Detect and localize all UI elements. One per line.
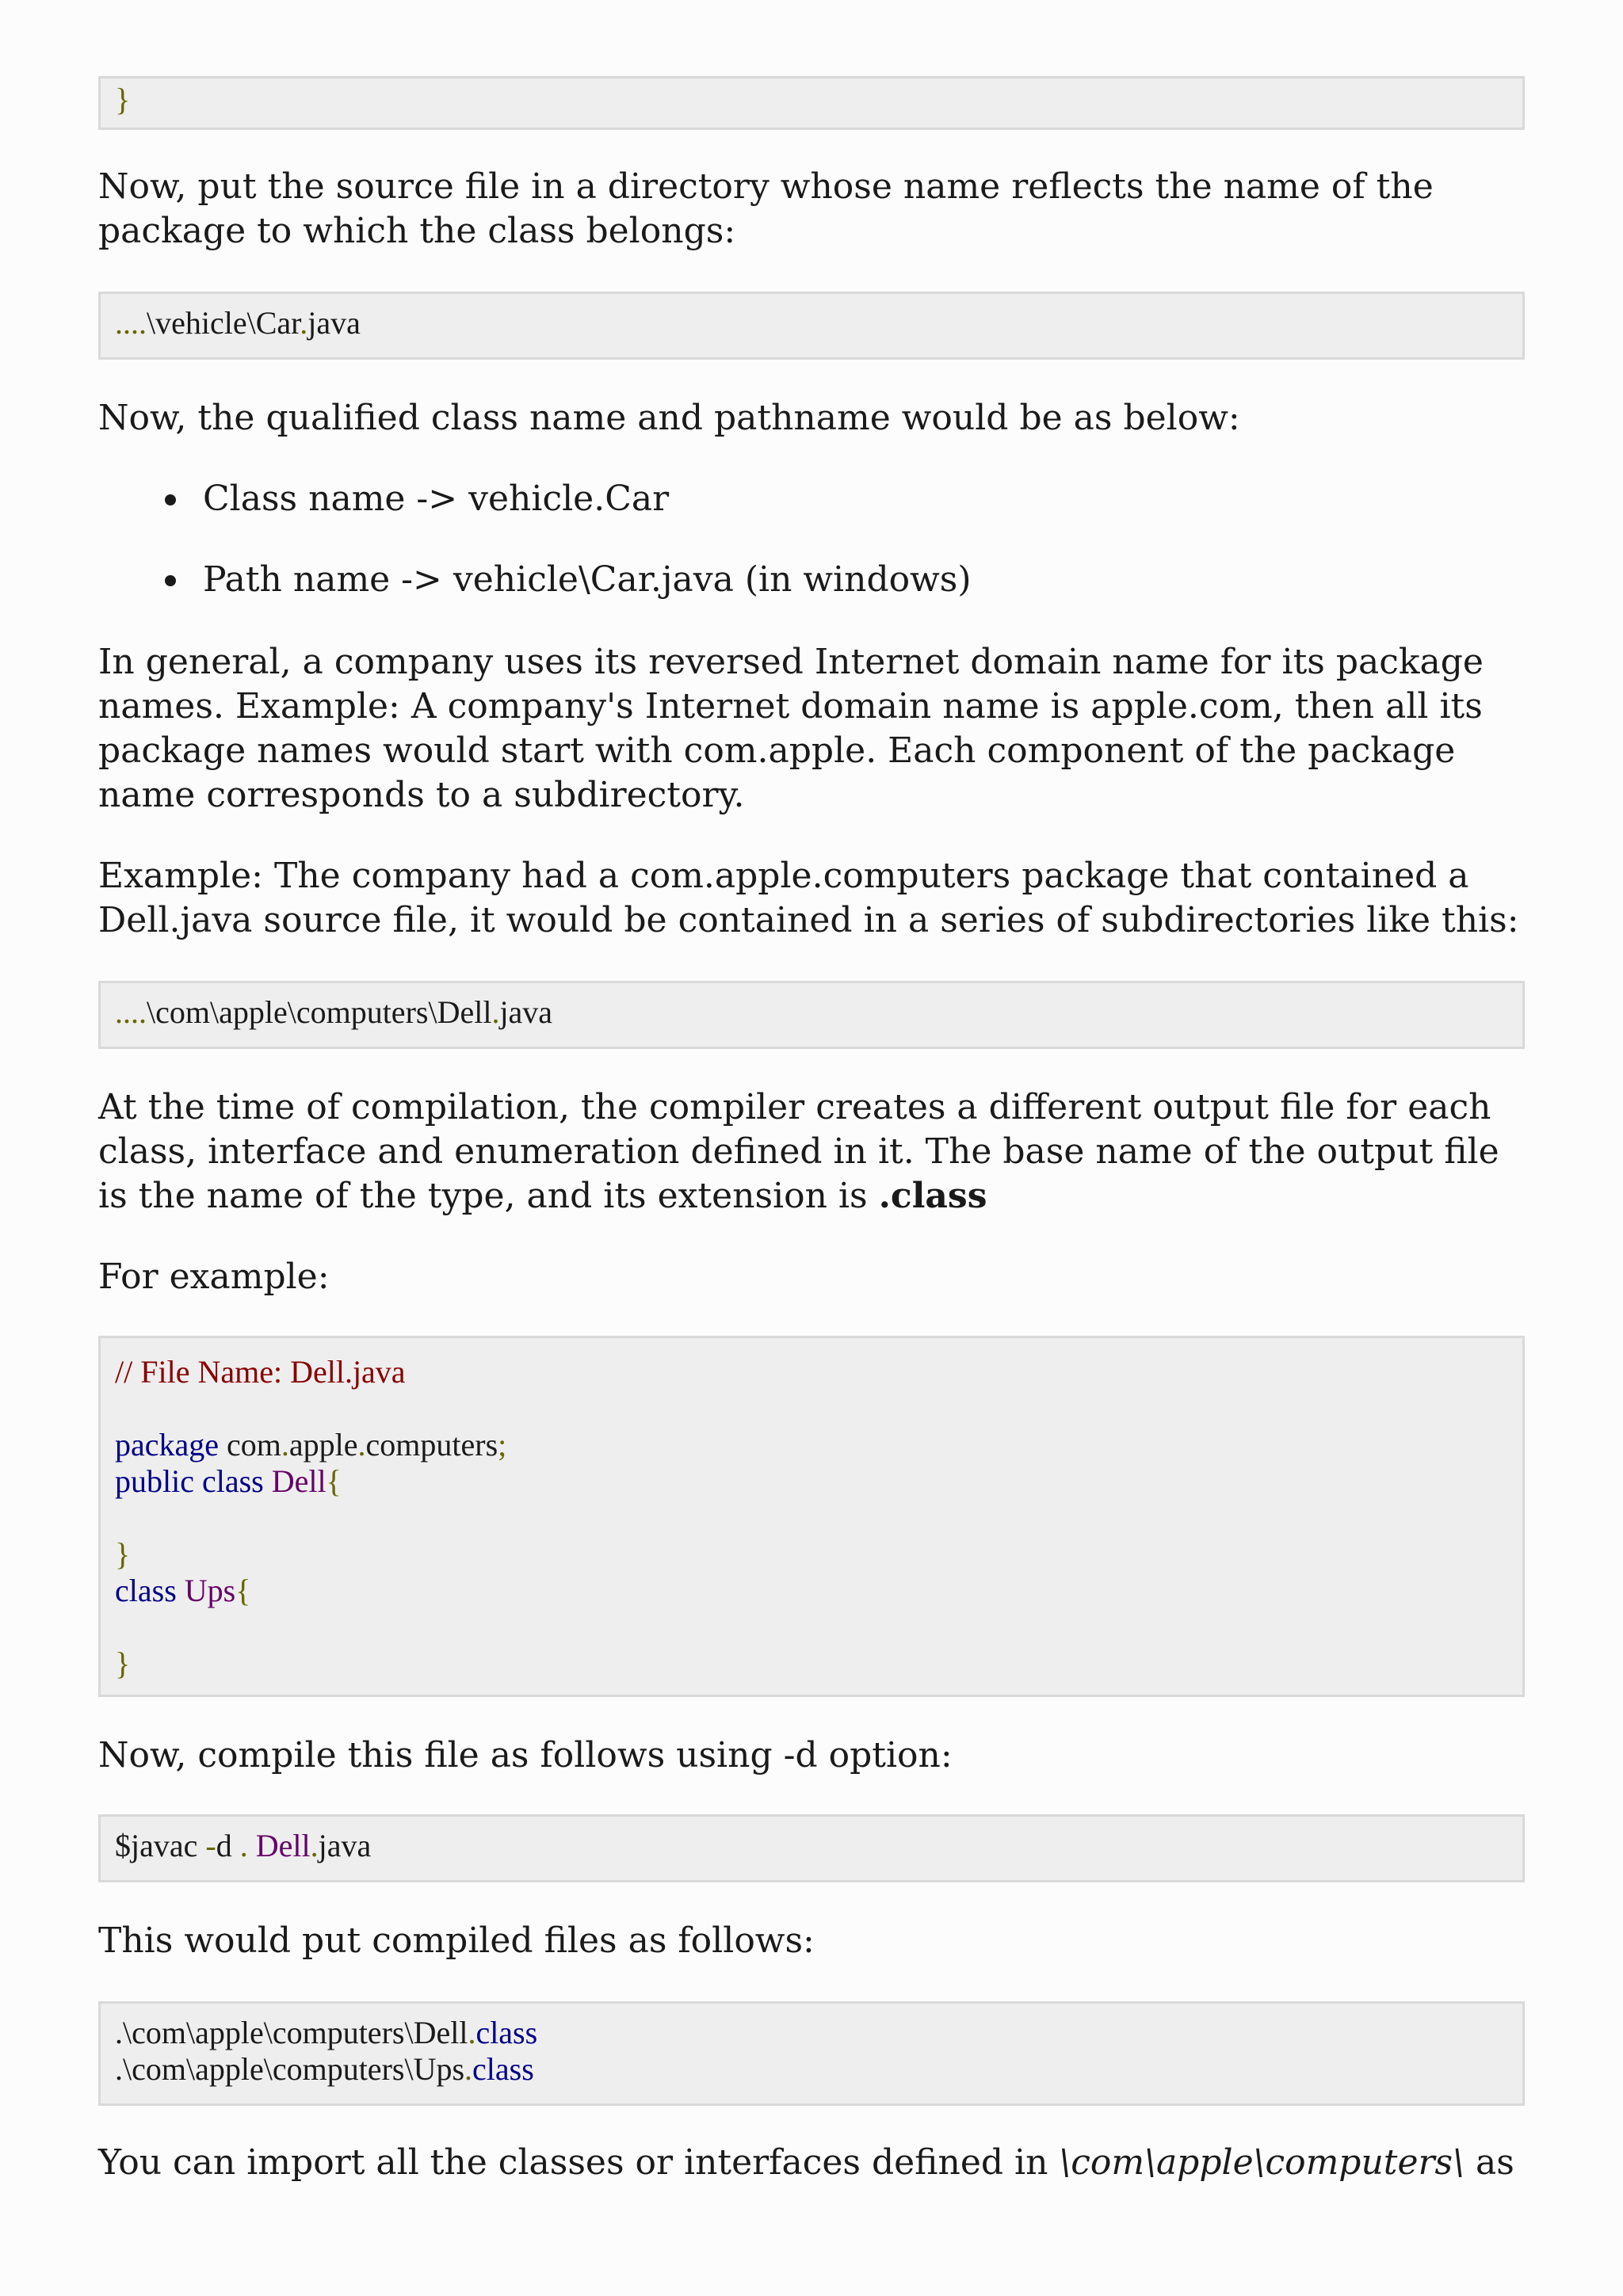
paragraph-source-directory: Now, put the source file in a directory whose name reflects the name of the package to which the class belongs: — [98, 166, 1434, 251]
code-type: Ups — [176, 1573, 236, 1608]
code-dot: . — [300, 305, 308, 341]
code-option: d — [216, 1828, 240, 1863]
paragraph-reversed-domain: In general, a company uses its reversed Internet domain name for its package names. Example: A company's Internet domain name is apple.com, then all its package names would start with com.apple. Each component of the package name corresponds to a subdirectory. — [98, 642, 1484, 815]
code-path: \vehicle\Car — [147, 305, 300, 341]
paragraph-compilation — [98, 1085, 1525, 1219]
paragraph-text: At the time of compilation, the compiler creates a different output file for each class, interface and enumeration defined in it. The base name of the output file is the name of the type, and its extension is — [98, 1087, 1499, 1216]
paragraph-compile-d-option: Now, compile this file as follows using -d option: — [98, 1735, 953, 1775]
paragraph-text: You can import all the classes or interfaces defined in — [98, 2142, 1060, 2183]
italic-path: \com\apple\computers\ — [1059, 2142, 1465, 2183]
list-item — [98, 477, 1525, 558]
paragraph-example-subdirectories: Example: The company had a com.apple.computers package that contained a Dell.java source file, it would be contained in a series of subdirectories like this: — [98, 856, 1519, 940]
paragraph-qualified-name: Now, the qualified class name and pathname would be as below: — [98, 398, 1240, 438]
code-type: Dell — [247, 1828, 311, 1863]
code-keyword: class — [472, 2051, 534, 2087]
code-keyword: public class — [115, 1463, 264, 1499]
bullet-list — [98, 477, 1525, 639]
code-ident: com — [219, 1427, 281, 1463]
code-path: \com\apple\computers\Dell — [147, 994, 492, 1030]
list-item-text: Class name -> vehicle.Car — [203, 479, 670, 519]
code-keyword: class — [475, 2015, 538, 2050]
list-item — [98, 558, 1525, 639]
code-punct: - — [205, 1828, 216, 1863]
code-extension: java — [307, 305, 361, 341]
bullet-icon — [165, 575, 176, 586]
code-dot: . — [491, 994, 500, 1030]
code-block-top — [98, 76, 1525, 130]
code-punct: . — [239, 1828, 248, 1863]
code-punct: { — [326, 1463, 342, 1499]
code-punct: . — [310, 1828, 319, 1863]
class-extension-bold: .class — [878, 1176, 987, 1216]
paragraph-compiled-files: This would put compiled files as follows: — [98, 1920, 815, 1961]
code-punct: ; — [498, 1427, 507, 1463]
code-path: .\com\apple\computers\Ups — [115, 2051, 465, 2087]
code-path: .\com\apple\computers\Dell — [115, 2015, 468, 2050]
code-extension: java — [499, 994, 553, 1030]
code-dots: .... — [115, 305, 147, 341]
code-block-javac — [98, 1814, 1525, 1882]
code-comment: // File Name: Dell.java — [115, 1354, 406, 1390]
code-dots: .... — [115, 994, 147, 1030]
code-brace: } — [115, 82, 131, 117]
code-ident: apple — [288, 1427, 358, 1463]
code-punct: . — [468, 2015, 476, 2050]
paragraph-text-end: as — [1464, 2142, 1514, 2183]
code-punct: } — [115, 1646, 131, 1681]
bullet-icon — [165, 494, 176, 505]
code-keyword: class — [115, 1573, 177, 1608]
code-ident: computers — [365, 1427, 498, 1463]
code-punct: { — [235, 1573, 251, 1608]
code-punct: . — [464, 2051, 473, 2087]
code-extension: java — [318, 1828, 372, 1863]
list-item-text: Path name -> vehicle\Car.java (in windows) — [203, 559, 972, 600]
code-block-vehicle-path — [98, 292, 1525, 360]
code-punct: . — [357, 1427, 366, 1463]
code-punct: } — [115, 1536, 131, 1572]
code-block-dell-java — [98, 1336, 1525, 1697]
paragraph-for-example: For example: — [98, 1257, 330, 1297]
code-block-dell-path — [98, 981, 1525, 1049]
paragraph-import — [98, 2141, 1525, 2185]
code-keyword: package — [115, 1427, 220, 1463]
code-block-output-files — [98, 2001, 1525, 2106]
code-type: Dell — [263, 1463, 327, 1499]
code-command: $javac — [115, 1828, 206, 1863]
code-punct: . — [281, 1427, 289, 1463]
